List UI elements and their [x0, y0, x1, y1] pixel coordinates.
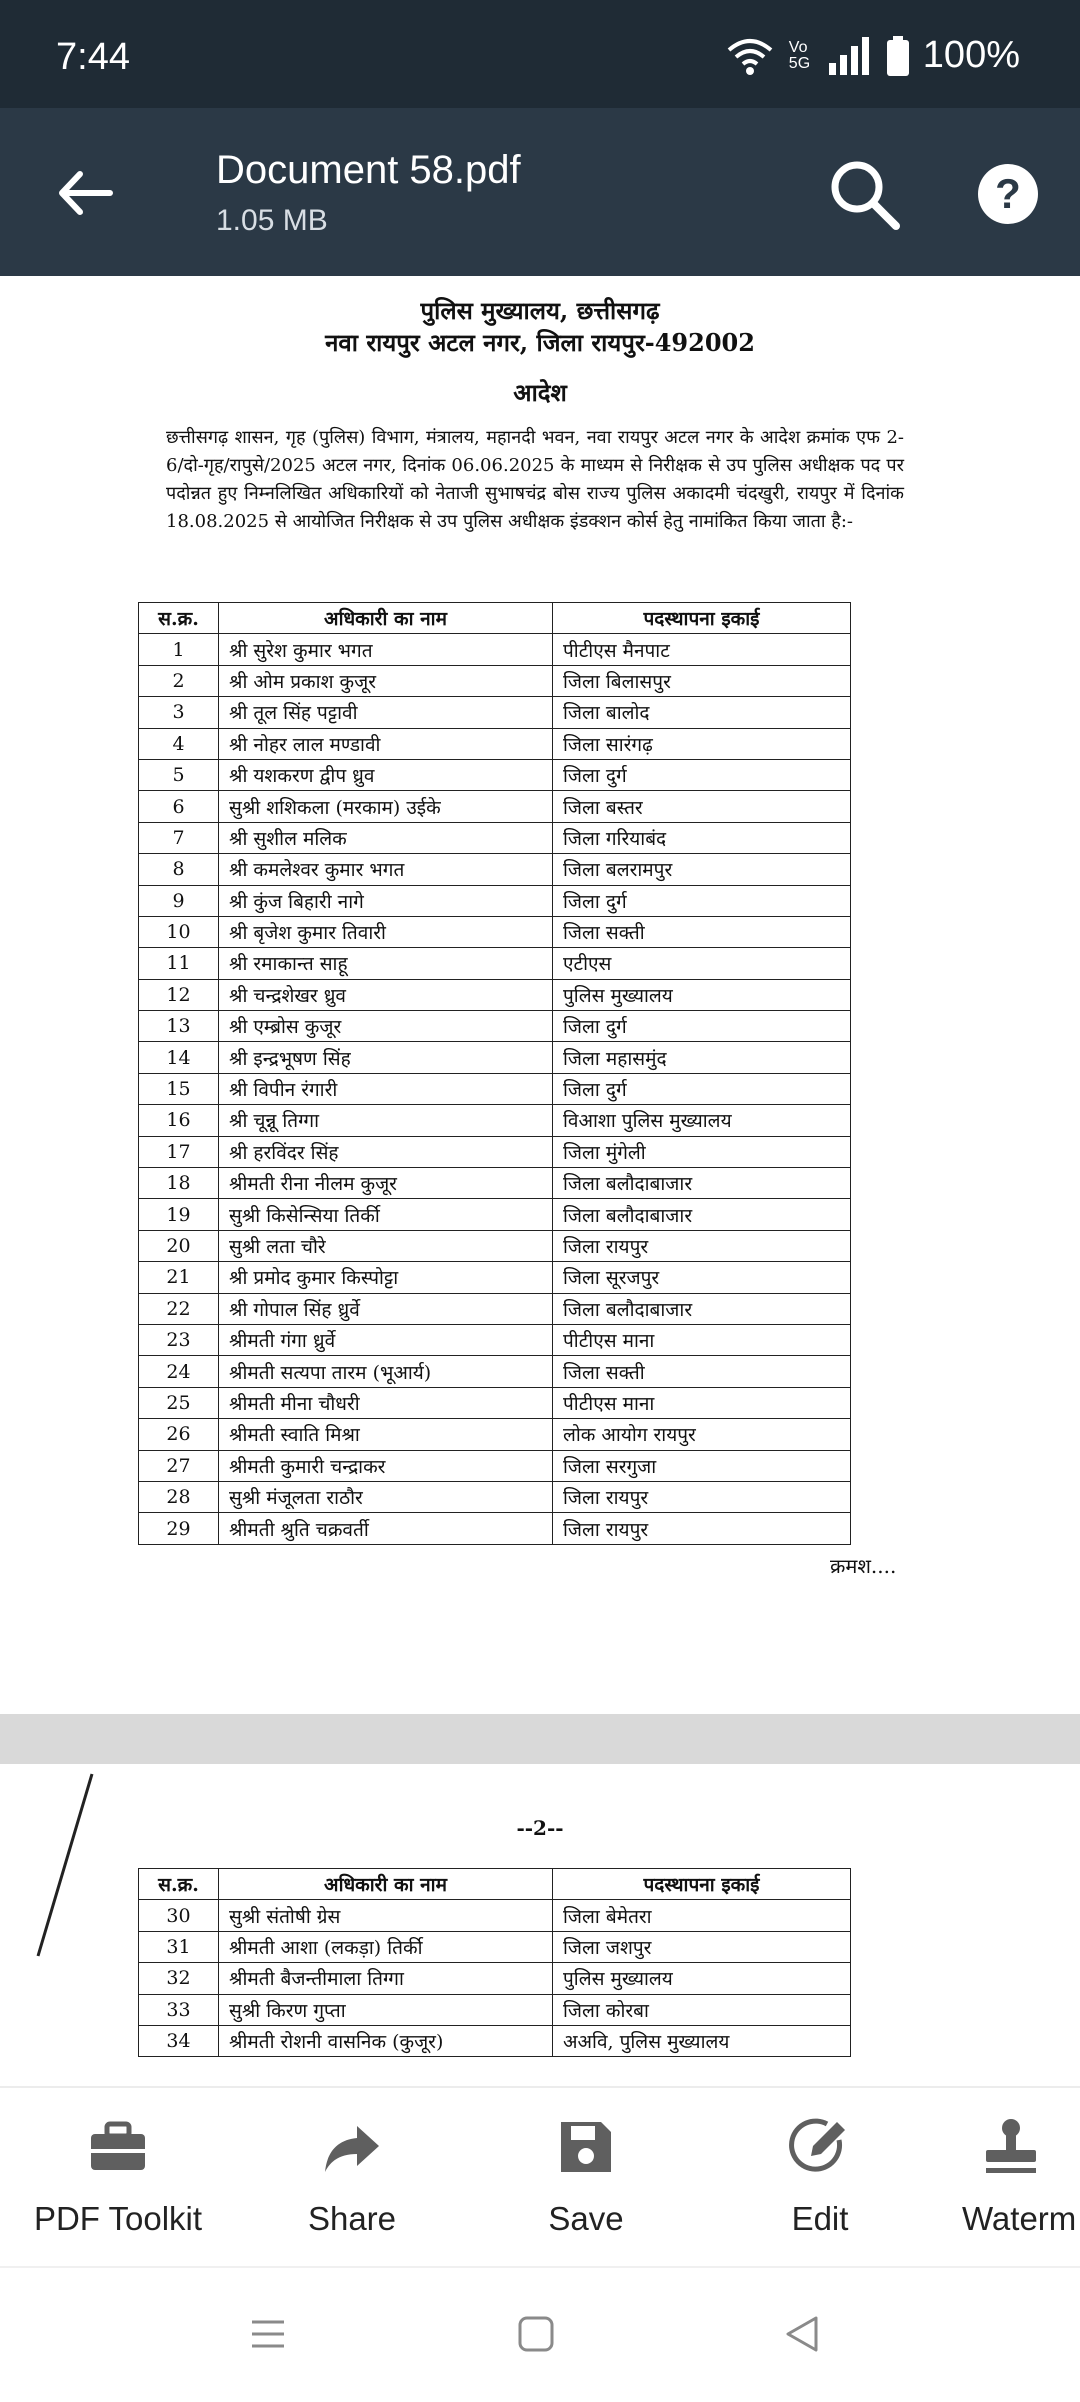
officer-name-cell: श्री विपीन रंगारी — [219, 1073, 553, 1104]
status-time: 7:44 — [56, 36, 130, 78]
continued-label: क्रमश.... — [830, 1554, 897, 1578]
doc-header-office: पुलिस मुख्यालय, छत्तीसगढ़ — [420, 296, 660, 325]
posting-cell: जिला बलरामपुर — [553, 854, 851, 885]
table-row — [139, 822, 851, 853]
officer-list-table-page-2 — [138, 1868, 851, 2057]
posting-cell: जिला जशपुर — [553, 1931, 851, 1962]
officer-name-cell: श्री यशकरण द्वीप ध्रुव — [219, 759, 553, 790]
doc-header-address: नवा रायपुर अटल नगर, जिला रायपुर-492002 — [325, 328, 755, 357]
serial-cell: 19 — [139, 1199, 219, 1230]
document-title: Document 58.pdf — [216, 148, 521, 192]
pdf-toolkit-label: PDF Toolkit — [33, 2200, 203, 2237]
officer-name-cell: सुश्री किसेन्सिया तिर्की — [219, 1199, 553, 1230]
posting-cell: अअवि, पुलिस मुख्यालय — [553, 2025, 851, 2056]
serial-cell: 28 — [139, 1481, 219, 1512]
share-button[interactable] — [262, 2116, 442, 2238]
status-bar — [0, 0, 1080, 108]
officer-name-cell: श्रीमती सत्यपा तारम (भूआर्य) — [219, 1356, 553, 1387]
officer-name-cell: श्रीमती स्वाति मिश्रा — [219, 1419, 553, 1450]
posting-cell: जिला बेमेतरा — [553, 1900, 851, 1931]
posting-cell: जिला सक्ती — [553, 1356, 851, 1387]
serial-cell: 16 — [139, 1105, 219, 1136]
serial-cell: 23 — [139, 1324, 219, 1355]
posting-cell: जिला गरियाबंद — [553, 822, 851, 853]
bottom-toolbar — [0, 2086, 1080, 2268]
save-icon — [555, 2116, 617, 2178]
doc-order-paragraph: छत्तीसगढ़ शासन, गृह (पुलिस) विभाग, मंत्रालय, महानदी भवन, नवा रायपुर अटल नगर के आदेश क्रमांक एफ 2-6/दो-गृह/रापुसे/2025 अटल नगर, दिनांक 06.06.2025 के माध्यम से निरीक्षक से उप पुलिस अधीक्षक पद पर पदोन्नत हुए निम्नलिखित अधिकारियों को नेताजी सुभाषचंद्र बोस राज्य पुलिस अकादमी चंदखुरी, रायपुर में दिनांक 18.08.2025 से आयोजित निरीक्षक से उप पुलिस अधीक्षक इंडक्शन कोर्स हेतु नामांकित किया जाता है:- — [166, 427, 904, 532]
column-header-serial: स.क्र. — [139, 1869, 219, 1900]
serial-cell: 5 — [139, 759, 219, 790]
table-row — [139, 1387, 851, 1418]
save-label: Save — [548, 2200, 624, 2237]
posting-cell: जिला सक्ती — [553, 916, 851, 947]
serial-cell: 29 — [139, 1513, 219, 1544]
table-row — [139, 634, 851, 665]
officer-name-cell: सुश्री किरण गुप्ता — [219, 1994, 553, 2025]
table-row — [139, 854, 851, 885]
serial-cell: 17 — [139, 1136, 219, 1167]
table-row — [139, 1199, 851, 1230]
officer-name-cell: सुश्री संतोषी ग्रेस — [219, 1900, 553, 1931]
table-row — [139, 1293, 851, 1324]
posting-cell: जिला सारंगढ़ — [553, 728, 851, 759]
doc-heading-order: आदेश — [513, 378, 567, 407]
column-header-posting: पदस्थापना इकाई — [553, 603, 851, 634]
save-button[interactable] — [496, 2116, 676, 2238]
table-row — [139, 1356, 851, 1387]
serial-cell: 34 — [139, 2025, 219, 2056]
table-row — [139, 1136, 851, 1167]
serial-cell: 20 — [139, 1230, 219, 1261]
officer-name-cell: श्री रमाकान्त साहू — [219, 948, 553, 979]
table-row — [139, 1963, 851, 1994]
posting-cell: पीटीएस मैनपाट — [553, 634, 851, 665]
posting-cell: जिला दुर्ग — [553, 885, 851, 916]
home-icon[interactable] — [514, 2312, 558, 2356]
status-icons — [725, 34, 1020, 77]
officer-name-cell: श्री सुशील मलिक — [219, 822, 553, 853]
posting-cell: जिला रायपुर — [553, 1513, 851, 1544]
serial-cell: 31 — [139, 1931, 219, 1962]
app-bar — [0, 108, 1080, 276]
edit-button[interactable] — [730, 2116, 910, 2238]
table-row — [139, 1042, 851, 1073]
officer-name-cell: सुश्री मंजूलता राठौर — [219, 1481, 553, 1512]
edit-pencil-icon — [789, 2116, 851, 2178]
posting-cell: जिला बलौदाबाजार — [553, 1168, 851, 1199]
toolbox-icon — [87, 2116, 149, 2178]
posting-cell: जिला दुर्ग — [553, 1073, 851, 1104]
serial-cell: 33 — [139, 1994, 219, 2025]
officer-name-cell: श्री कमलेश्वर कुमार भगत — [219, 854, 553, 885]
table-row — [139, 948, 851, 979]
posting-cell: पीटीएस माना — [553, 1324, 851, 1355]
share-arrow-icon — [321, 2116, 383, 2178]
table-row — [139, 1513, 851, 1544]
posting-cell: जिला बलौदाबाजार — [553, 1199, 851, 1230]
serial-cell: 12 — [139, 979, 219, 1010]
table-row — [139, 1073, 851, 1104]
table-row — [139, 1481, 851, 1512]
column-header-name: अधिकारी का नाम — [219, 603, 553, 634]
nav-back-icon[interactable] — [780, 2312, 824, 2356]
table-row — [139, 1450, 851, 1481]
serial-cell: 9 — [139, 885, 219, 916]
battery-icon — [887, 36, 909, 76]
column-header-posting: पदस्थापना इकाई — [553, 1869, 851, 1900]
serial-cell: 22 — [139, 1293, 219, 1324]
watermark-button[interactable] — [962, 2116, 1080, 2238]
officer-name-cell: श्री चून्नू तिग्गा — [219, 1105, 553, 1136]
help-icon[interactable]: ? — [978, 164, 1038, 224]
table-row — [139, 885, 851, 916]
share-label: Share — [307, 2200, 397, 2237]
pen-mark-icon — [30, 1770, 100, 1960]
posting-cell: जिला रायपुर — [553, 1481, 851, 1512]
serial-cell: 18 — [139, 1168, 219, 1199]
officer-name-cell: श्रीमती मीना चौधरी — [219, 1387, 553, 1418]
officer-name-cell: श्री इन्द्रभूषण सिंह — [219, 1042, 553, 1073]
pdf-viewer[interactable] — [0, 276, 1080, 2086]
posting-cell: एटीएस — [553, 948, 851, 979]
serial-cell: 21 — [139, 1262, 219, 1293]
serial-cell: 32 — [139, 1963, 219, 1994]
table-row — [139, 665, 851, 696]
serial-cell: 27 — [139, 1450, 219, 1481]
document-size: 1.05 MB — [216, 204, 328, 237]
posting-cell: जिला मुंगेली — [553, 1136, 851, 1167]
table-row — [139, 1994, 851, 2025]
back-arrow-icon[interactable] — [50, 158, 120, 228]
serial-cell: 8 — [139, 854, 219, 885]
search-icon[interactable] — [826, 156, 902, 232]
table-row — [139, 1900, 851, 1931]
table-header-row — [139, 1869, 851, 1900]
posting-cell: जिला दुर्ग — [553, 1011, 851, 1042]
table-row — [139, 791, 851, 822]
posting-cell: जिला रायपुर — [553, 1230, 851, 1261]
posting-cell: पुलिस मुख्यालय — [553, 1963, 851, 1994]
serial-cell: 24 — [139, 1356, 219, 1387]
officer-name-cell: श्रीमती कुमारी चन्द्राकर — [219, 1450, 553, 1481]
posting-cell: जिला महासमुंद — [553, 1042, 851, 1073]
edit-label: Edit — [791, 2200, 849, 2237]
officer-name-cell: सुश्री लता चौरे — [219, 1230, 553, 1261]
officer-name-cell: सुश्री शशिकला (मरकाम) उईके — [219, 791, 553, 822]
pdf-page-2 — [0, 1764, 1080, 2086]
table-header-row — [139, 603, 851, 634]
officer-name-cell: श्री बृजेश कुमार तिवारी — [219, 916, 553, 947]
serial-cell: 13 — [139, 1011, 219, 1042]
posting-cell: पीटीएस माना — [553, 1387, 851, 1418]
posting-cell: जिला बालोद — [553, 697, 851, 728]
table-row — [139, 1230, 851, 1261]
posting-cell: पुलिस मुख्यालय — [553, 979, 851, 1010]
serial-cell: 30 — [139, 1900, 219, 1931]
serial-cell: 10 — [139, 916, 219, 947]
officer-name-cell: श्रीमती रीना नीलम कुजूर — [219, 1168, 553, 1199]
serial-cell: 1 — [139, 634, 219, 665]
serial-cell: 7 — [139, 822, 219, 853]
posting-cell: जिला सरगुजा — [553, 1450, 851, 1481]
table-row — [139, 1168, 851, 1199]
battery-level: 100% — [922, 34, 1020, 76]
officer-name-cell: श्रीमती रोशनी वासनिक (कुजूर) — [219, 2025, 553, 2056]
table-row — [139, 728, 851, 759]
officer-name-cell: श्रीमती गंगा ध्रुर्वे — [219, 1324, 553, 1355]
table-row — [139, 979, 851, 1010]
table-row — [139, 2025, 851, 2056]
stamp-icon — [980, 2116, 1042, 2178]
table-row — [139, 1419, 851, 1450]
officer-name-cell: श्री एम्ब्रोस कुजूर — [219, 1011, 553, 1042]
column-header-name: अधिकारी का नाम — [219, 1869, 553, 1900]
serial-cell: 26 — [139, 1419, 219, 1450]
posting-cell: जिला बिलासपुर — [553, 665, 851, 696]
system-nav-bar — [0, 2266, 1080, 2402]
table-row — [139, 916, 851, 947]
officer-name-cell: श्री सुरेश कुमार भगत — [219, 634, 553, 665]
posting-cell: जिला सूरजपुर — [553, 1262, 851, 1293]
serial-cell: 2 — [139, 665, 219, 696]
network-label: Vo 5G — [788, 38, 811, 72]
page-number: --2-- — [516, 1816, 564, 1840]
posting-cell: विआशा पुलिस मुख्यालय — [553, 1105, 851, 1136]
column-header-serial: स.क्र. — [139, 603, 219, 634]
pdf-toolkit-button[interactable] — [28, 2116, 208, 2238]
recent-apps-icon[interactable] — [246, 2312, 290, 2356]
officer-list-table — [138, 602, 851, 1545]
table-row — [139, 1011, 851, 1042]
wifi-icon — [725, 36, 775, 76]
serial-cell: 25 — [139, 1387, 219, 1418]
signal-icon — [827, 37, 873, 75]
posting-cell: जिला बलौदाबाजार — [553, 1293, 851, 1324]
posting-cell: जिला बस्तर — [553, 791, 851, 822]
table-row — [139, 697, 851, 728]
officer-name-cell: श्री ओम प्रकाश कुजूर — [219, 665, 553, 696]
table-row — [139, 1324, 851, 1355]
pdf-page-1 — [0, 276, 1080, 1714]
serial-cell: 11 — [139, 948, 219, 979]
posting-cell: जिला कोरबा — [553, 1994, 851, 2025]
serial-cell: 4 — [139, 728, 219, 759]
serial-cell: 3 — [139, 697, 219, 728]
serial-cell: 15 — [139, 1073, 219, 1104]
officer-name-cell: श्री प्रमोद कुमार किस्पोट्टा — [219, 1262, 553, 1293]
table-row — [139, 759, 851, 790]
table-row — [139, 1105, 851, 1136]
table-row — [139, 1262, 851, 1293]
officer-name-cell: श्री नोहर लाल मण्डावी — [219, 728, 553, 759]
watermark-label: Waterm — [962, 2200, 1077, 2237]
officer-name-cell: श्रीमती बैजन्तीमाला तिग्गा — [219, 1963, 553, 1994]
officer-name-cell: श्री गोपाल सिंह ध्रुर्वे — [219, 1293, 553, 1324]
table-row — [139, 1931, 851, 1962]
posting-cell: लोक आयोग रायपुर — [553, 1419, 851, 1450]
posting-cell: जिला दुर्ग — [553, 759, 851, 790]
serial-cell: 6 — [139, 791, 219, 822]
officer-name-cell: श्री चन्द्रशेखर ध्रुव — [219, 979, 553, 1010]
officer-name-cell: श्रीमती श्रुति चक्रवर्ती — [219, 1513, 553, 1544]
officer-name-cell: श्री कुंज बिहारी नागे — [219, 885, 553, 916]
serial-cell: 14 — [139, 1042, 219, 1073]
officer-name-cell: श्री तूल सिंह पट्टावी — [219, 697, 553, 728]
officer-name-cell: श्रीमती आशा (लकड़ा) तिर्की — [219, 1931, 553, 1962]
officer-name-cell: श्री हरविंदर सिंह — [219, 1136, 553, 1167]
